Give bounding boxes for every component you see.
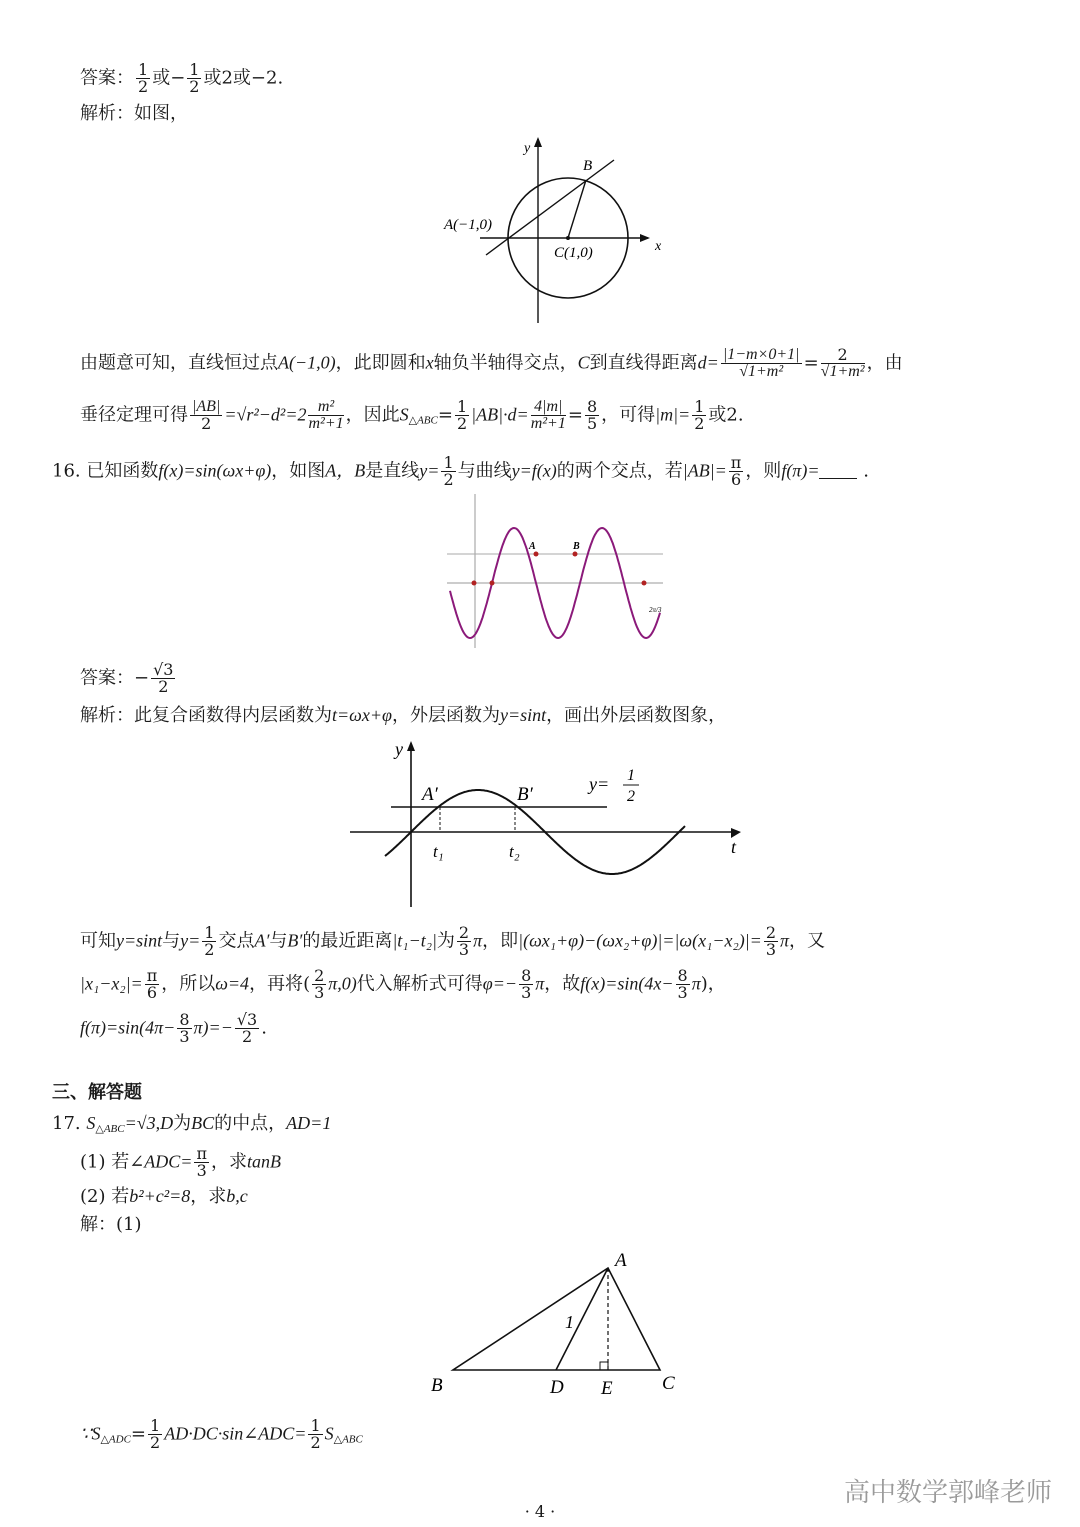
- point-2: [490, 581, 495, 586]
- segment-AD: [556, 1268, 608, 1370]
- label-half-den: 2: [627, 788, 635, 805]
- label-yeq: y=: [589, 774, 610, 794]
- label-B: B: [573, 541, 580, 552]
- fraction-distance: $\frac{|1-m\times 0+1|}{\text{√1+m²}}$: [722, 346, 800, 380]
- label-D: D: [550, 1377, 564, 1398]
- label-A: A: [529, 541, 536, 552]
- fraction-distance2: $\frac{2}{\text{√1+m²}}$: [820, 345, 865, 380]
- q17-solution-label: 解：(1): [80, 1214, 142, 1235]
- circle-figure: [440, 135, 680, 330]
- q15-analysis-line: 解析：如图，: [80, 103, 188, 124]
- label-B-prime: B′: [517, 784, 533, 805]
- triangle-ABC: [453, 1268, 660, 1370]
- label-A-prime: A′: [422, 784, 438, 805]
- y-axis-arrow: [534, 137, 542, 147]
- fraction-ab-half: $\frac{|AB|}{2}$: [192, 398, 221, 433]
- fraction-m2: $\frac{\text{m²}}{\text{m²+1}}$: [308, 398, 344, 432]
- q16-analysis-line: 解析：此复合函数得内层函数为t=ωx+φ，外层函数为y=sint，画出外层函数图象，: [80, 705, 727, 726]
- label-y: y: [524, 141, 531, 156]
- answer-label: 答案：: [80, 67, 134, 89]
- segment-CB: [568, 180, 586, 238]
- point-A: [534, 552, 539, 557]
- watermark: 高中数学郭峰老师: [843, 1478, 1052, 1508]
- tick-label: 2π/3: [649, 606, 662, 614]
- label-A: A: [615, 1250, 627, 1271]
- point-1: [472, 581, 477, 586]
- right-angle-mark: [600, 1362, 608, 1370]
- q16-question: 16. 已知函数f(x)=sin(ωx+φ)，如图A，B是直线y= $\frac{1}{2}$ 与曲线y=f(x)的两个交点，若|AB|= $\frac{\pi}{6}$ ，则f(π)= .: [52, 453, 869, 489]
- q17-part1: (1) 若∠ADC= $\frac{\pi}{3}$ ，求tanB: [80, 1144, 281, 1180]
- fraction-half: $\frac{1}{2}$: [138, 60, 149, 96]
- q15-answer-line: 答案： $\frac{1}{2}$ 或− $\frac{1}{2}$ 或2或−2.: [80, 60, 284, 96]
- q15-text-line1: 由题意可知，直线恒过点A(−1,0)，此即圆和x轴负半轴得交点，C到直线得距离d= $\frac{|1-m\times 0+1|}{\text{√1+m²}}$ = $\frac{2}{\text{√1+m²}}$ ，由: [80, 345, 903, 380]
- sine-figure: [445, 492, 665, 652]
- label-E: E: [601, 1378, 613, 1399]
- q17-question: 17. $S_{\triangle ABC}=√3,D$为BC的中点，AD=1: [52, 1113, 332, 1135]
- label-A: A(−1,0): [444, 217, 493, 233]
- label-C: C(1,0): [554, 245, 593, 261]
- q17-part2: (2) 若b²+c²=8，求b,c: [80, 1186, 248, 1207]
- q16-answer-line: 答案：− $\frac{√3}{2}$: [80, 660, 174, 696]
- y-axis-arrow: [407, 741, 415, 751]
- label-B: B: [431, 1375, 443, 1396]
- label-C: C: [662, 1373, 675, 1394]
- q16-text-line3: f(π)=sin(4π− $\frac{8}{3}$ π)=− $\frac{√3}{2}$ .: [80, 1010, 267, 1046]
- fraction-neg-half: $\frac{1}{2}$: [189, 60, 200, 96]
- q16-text-line2: |x₁−x₂|= $\frac{\pi}{6}$ ，所以ω=4，再将( $\frac{2}{3}$ π,0)代入解析式可得φ=− $\frac{8}{3}$ π，故f(x)=sin(4x− $\frac{8}{3}$ π)，: [80, 966, 726, 1002]
- label-y: y: [395, 739, 403, 759]
- label-t1: t₁: [433, 842, 444, 861]
- page-number: · 4 ·: [524, 1502, 556, 1521]
- point-C: [566, 236, 570, 240]
- question-number: 16.: [52, 460, 81, 482]
- answer-blank: [819, 462, 857, 479]
- label-B: B: [583, 158, 593, 174]
- q17-solution-line: $\because S_{\triangle ADC}=$ $\frac{1}{2}$ AD·DC·sin∠ADC= $\frac{1}{2}$ $S_{\triangle ABC}$: [80, 1416, 363, 1452]
- x-axis-arrow: [640, 234, 650, 242]
- section-heading: 三、解答题: [52, 1082, 142, 1103]
- label-half-num: 1: [627, 767, 635, 784]
- label-t2: t₂: [509, 842, 520, 861]
- triangle-figure: [425, 1245, 690, 1400]
- q16-text-line1: 可知y=sint与y= $\frac{1}{2}$ 交点A′与B′的最近距离|t₁−t₂|为 $\frac{2}{3}$ π，即|(ωx₁+φ)−(ωx₂+φ)|=|ω(x₁−x₂)|= $\frac{2}{3}$ π，又: [80, 923, 826, 959]
- point-3: [642, 581, 647, 586]
- label-t: t: [731, 837, 737, 857]
- sint-figure: [345, 735, 750, 910]
- label-x: x: [655, 239, 662, 254]
- q15-text-line2: 垂径定理可得 $\frac{|AB|}{2}$ =√r²−d²=2 $\frac{\text{m²}}{\text{m²+1}}$ ，因此$S_{\triangle ABC}=$ $\frac{1}{2}$ |AB|·d= $\frac{4|m|}{\text{m²+1}}$ = $\frac{8}{5}$ ，可得|m|= $\frac{1}{2}$ 或2.: [80, 397, 744, 433]
- line-AB: [486, 160, 614, 255]
- label-one: 1: [565, 1312, 574, 1332]
- point-B: [573, 552, 578, 557]
